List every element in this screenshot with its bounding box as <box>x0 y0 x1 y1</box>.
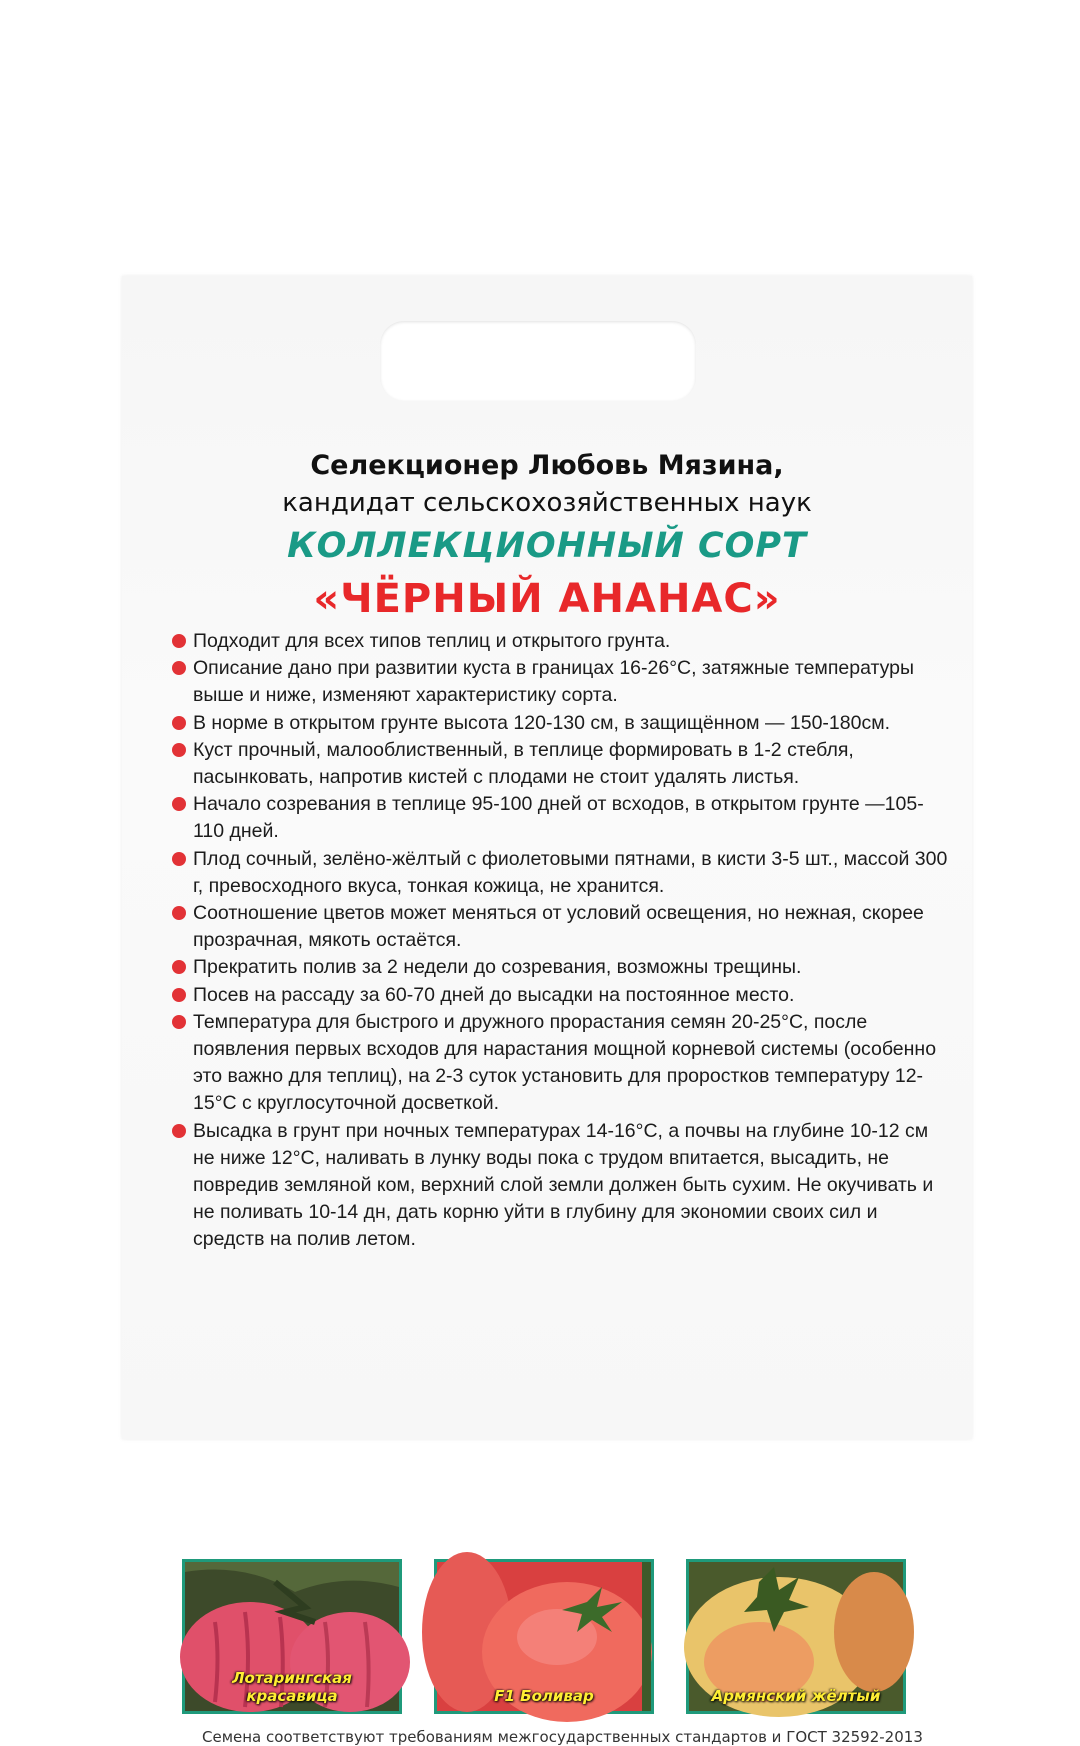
bullet-dot-icon <box>172 1015 186 1029</box>
photo-caption: Лотарингская красавица <box>232 1669 352 1705</box>
list-item-text: Плод сочный, зелёно-жёлтый с фиолетовыми пятнами, в кисти 3-5 шт., массой 300 г, превосходного вкуса, тонкая кожица, не хранится. <box>193 847 948 897</box>
list-item <box>172 1009 952 1118</box>
list-item <box>172 846 952 900</box>
list-item-text: Посев на рассаду за 60-70 дней до высадки на постоянное место. <box>193 983 795 1006</box>
variety-photos <box>182 1559 912 1719</box>
list-item <box>172 737 952 791</box>
bullet-dot-icon <box>172 634 186 648</box>
list-item-text: Подходит для всех типов теплиц и открытого грунта. <box>193 630 671 652</box>
growing-instructions-list <box>172 628 952 1254</box>
list-item <box>172 628 952 655</box>
breeder-name: Селекционер Любовь Мязина, <box>310 450 784 481</box>
bullet-dot-icon <box>172 852 186 866</box>
bullet-dot-icon <box>172 1124 186 1138</box>
list-item-text: Температура для быстрого и дружного прорастания семян 20-25°С, после появления первых всходов для нарастания мощной корневой системы (особенно это важно для теплиц), на 2-3 суток установить для проростков температуру 12-15°С с круглосуточной досветкой. <box>193 1010 937 1115</box>
list-item-text: В норме в открытом грунте высота 120-130 см, в защищённом — 150-180см. <box>193 711 891 734</box>
photo-bolivar <box>434 1559 654 1714</box>
bullet-dot-icon <box>172 743 186 757</box>
seed-packet-back <box>122 276 972 1746</box>
breeder-title: кандидат сельскохозяйственных наук <box>282 488 812 518</box>
list-item-text: Соотношение цветов может меняться от условий освещения, но нежная, скорее прозрачная, мякоть остаётся. <box>193 902 924 952</box>
list-item <box>172 655 952 709</box>
list-item <box>172 900 952 954</box>
variety-name: «ЧЁРНЫЙ АНАНАС» <box>313 576 781 622</box>
certification-note: Семена соответствуют требованиям межгосударственных стандартов и ГОСТ 32592-2013 <box>202 1728 923 1746</box>
bullet-dot-icon <box>172 661 186 675</box>
collection-label: КОЛЛЕКЦИОННЫЙ СОРТ <box>287 526 807 566</box>
bullet-dot-icon <box>172 906 186 920</box>
photo-caption: Армянский жёлтый <box>711 1687 881 1705</box>
photo-lotaringskaya <box>182 1559 402 1714</box>
hang-hole <box>380 321 696 401</box>
list-item-text: Высадка в грунт при ночных температурах 14-16°С, а почвы на глубине 10-12 см не ниже 12°С, наливать в лунку воды пока с трудом впитается, высадить, не повредив земляной ком, верхний слой земли должен быть сухим. Не окучивать и не поливать 10-14 дн, дать корню уйти в глубину для экономии своих сил и средств на полив летом. <box>193 1119 934 1251</box>
list-item <box>172 1118 952 1254</box>
list-item-text: Куст прочный, малооблиственный, в теплице формировать в 1-2 стебля, пасынковать, напротив кистей с плодами не стоит удалять листья. <box>193 738 854 789</box>
list-item <box>172 791 952 845</box>
bullet-dot-icon <box>172 797 186 811</box>
list-item-text: Описание дано при развитии куста в границах 16-26°С, затяжные температуры выше и ниже, изменяют характеристику сорта. <box>193 657 915 707</box>
photo-armyansky <box>686 1559 906 1714</box>
list-item-text: Прекратить полив за 2 недели до созревания, возможны трещины. <box>193 956 802 979</box>
bullet-dot-icon <box>172 716 186 730</box>
list-item <box>172 982 952 1009</box>
list-item <box>172 710 952 737</box>
bullet-dot-icon <box>172 988 186 1002</box>
list-item <box>172 954 952 981</box>
photo-caption: F1 Боливар <box>494 1687 594 1705</box>
bullet-dot-icon <box>172 960 186 974</box>
list-item-text: Начало созревания в теплице 95-100 дней от всходов, в открытом грунте —105-110 дней. <box>193 793 924 843</box>
